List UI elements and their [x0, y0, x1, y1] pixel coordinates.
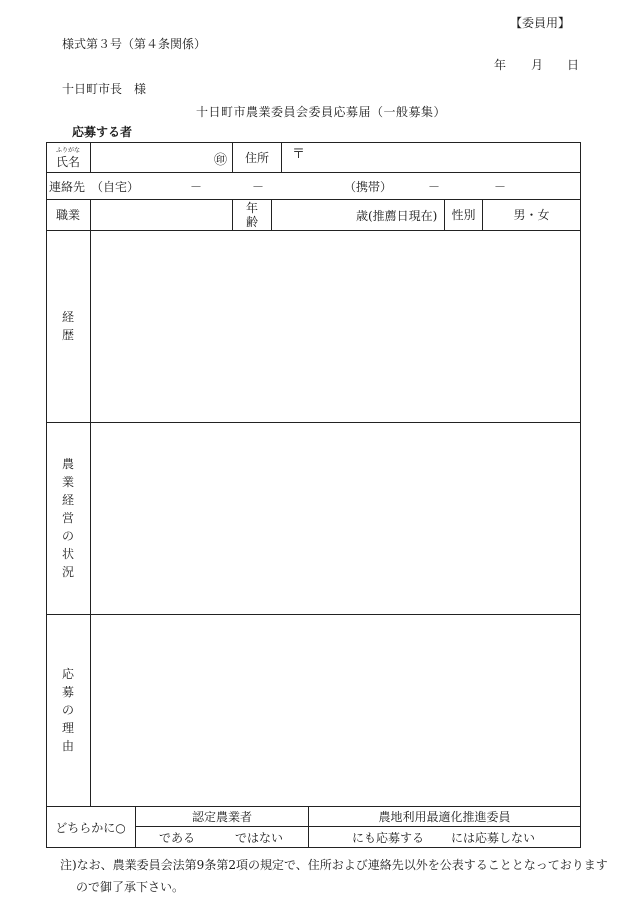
application-reason-field[interactable] [91, 615, 580, 806]
name-label: 氏名 [55, 154, 80, 169]
also-apply-option[interactable]: にも応募する [352, 831, 425, 845]
postal-mark: 〒 [292, 147, 306, 162]
certified-is-not-option[interactable]: ではない [235, 831, 284, 845]
address-field[interactable] [282, 142, 580, 172]
certified-is-option[interactable]: である [159, 831, 196, 845]
mobile-phone-dash-2: － [494, 180, 507, 194]
copy-label: 【委員用】 [510, 16, 571, 30]
either-choice-label: どちらかに○ [55, 820, 126, 835]
age-label-text: 年齢 [245, 200, 258, 229]
application-form-table [46, 142, 581, 848]
seal-mark: ㊞ [214, 153, 228, 168]
address-label: 住所 [244, 150, 269, 165]
age-suffix: 歳(推薦日現在) [356, 209, 438, 223]
home-phone-label: （自宅） [91, 180, 140, 194]
mobile-phone-dash-1: － [428, 180, 441, 194]
date-year-label: 年 [494, 58, 507, 72]
footer-note-text-1: 注)なお、農業委員会法第9条第2項の規定で、住所および連絡先以外を公表することとなっておりま [60, 858, 596, 872]
name-field[interactable] [91, 142, 232, 172]
not-apply-option[interactable]: には応募しない [451, 831, 536, 845]
addressee: 十日町市長 様 [62, 82, 147, 96]
career-field[interactable] [91, 231, 580, 422]
farming-status-label-text: 農業経営の状況 [61, 457, 74, 579]
age-label [233, 199, 271, 230]
furigana-label: ふりがな [56, 147, 81, 154]
application-reason-label [46, 614, 90, 806]
gender-label: 性別 [451, 208, 476, 222]
footer-note-text-2: す [595, 858, 608, 872]
date-month-label: 月 [531, 58, 544, 72]
occupation-label: 職業 [55, 208, 80, 222]
contact-label: 連絡先 [49, 180, 86, 194]
farming-status-field[interactable] [91, 423, 580, 614]
occupation-field[interactable] [91, 199, 232, 230]
row-separator-inner [135, 826, 580, 827]
col-separator [271, 199, 272, 230]
certified-farmer-label: 認定農業者 [191, 809, 252, 824]
footer-note-line-1 [60, 856, 608, 873]
border-right [580, 142, 581, 848]
application-reason-label-text: 応募の理由 [61, 667, 74, 753]
career-label-text: 経歴 [61, 310, 74, 342]
home-phone-dash-1: － [190, 180, 203, 194]
gender-options[interactable]: 男・女 [513, 208, 550, 222]
mobile-phone-label: （携帯） [344, 180, 393, 194]
section-label: 応募する者 [72, 125, 133, 139]
promotion-member-label: 農地利用最適化推進委員 [378, 809, 511, 824]
career-label [46, 230, 90, 422]
farming-status-label [46, 422, 90, 614]
date-day-label: 日 [567, 58, 580, 72]
document-title: 十日町市農業委員会委員応募届（一般募集） [196, 105, 447, 119]
form-number: 様式第３号（第４条関係） [62, 37, 207, 51]
row-separator [46, 172, 581, 173]
home-phone-dash-2: － [252, 180, 265, 194]
footer-note-line-2: ので御了承下さい。 [76, 880, 185, 894]
